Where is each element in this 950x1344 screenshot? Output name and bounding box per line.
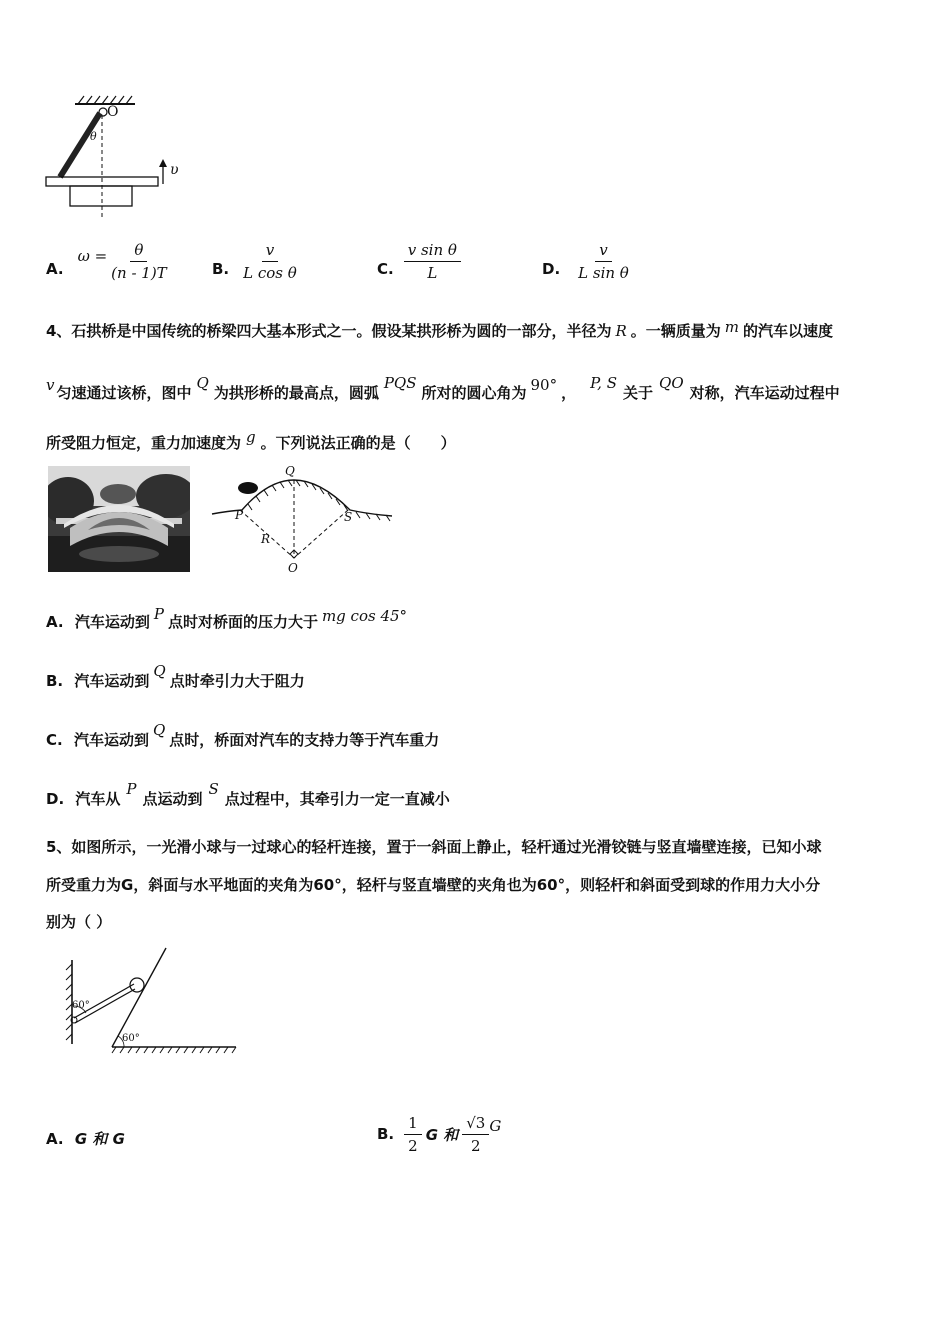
fraction-numerator: v	[595, 241, 611, 262]
q5-stem-line2: 所受重力为G，斜面与水平地面的夹角为60°，轻杆与竖直墙壁的夹角也为60°，则轻杆和斜面受到球的作用力大小分	[46, 876, 821, 894]
q5-angle-wall-label: 60°	[72, 1000, 90, 1011]
q4-option-d[interactable]: D. 汽车从P点运动到S点过程中，其牵引力一定一直减小	[46, 780, 450, 808]
q3-velocity-label: υ	[170, 162, 179, 178]
q3-option-d[interactable]	[542, 236, 633, 286]
q4-diagram-label-p: P	[235, 508, 244, 522]
q3-pivot-label: O	[107, 104, 119, 120]
q3-option-a[interactable]	[46, 236, 171, 286]
fraction-denominator: 2	[408, 1136, 418, 1155]
fraction-denominator: L sin θ	[578, 263, 629, 282]
fraction-numerator: v sin θ	[404, 241, 461, 262]
fraction-denominator: (n - 1)T	[111, 263, 167, 282]
q4-bridge-photo	[48, 466, 190, 572]
q5-stem-line1: 5、如图所示，一光滑小球与一过球心的轻杆连接，置于一斜面上静止，轻杆通过光滑铰链与竖直墙壁连接，已知小球	[46, 838, 822, 856]
q4-diagram-label-r: R	[261, 532, 271, 546]
q5-stem-line3: 别为（ ）	[46, 913, 112, 931]
option-letter: D.	[542, 260, 561, 278]
option-letter: B.	[46, 672, 64, 690]
q5-angle-ground-label: 60°	[122, 1033, 140, 1044]
q4-stem-line1: 4、石拱桥是中国传统的桥梁四大基本形式之一。假设某拱形桥为圆的一部分，半径为 R 。一辆质量为 m 的汽车以速度	[46, 318, 834, 340]
q3-option-c[interactable]	[377, 236, 461, 286]
q5-option-b-fraction-root3	[462, 1114, 489, 1155]
q3-option-a-lhs: ω =	[77, 247, 108, 265]
q5-option-a[interactable]: A. G 和 G	[46, 1130, 125, 1148]
q4-stem-line3: 所受阻力恒定，重力加速度为 g 。下列说法正确的是（ ）	[46, 428, 456, 452]
option-letter: A.	[46, 260, 64, 278]
q4-option-c[interactable]: C. 汽车运动到Q点时，桥面对汽车的支持力等于汽车重力	[46, 721, 440, 749]
option-letter: C.	[377, 260, 394, 278]
q4-diagram-label-o: O	[288, 561, 298, 575]
q4-option-b[interactable]: B. 汽车运动到Q点时牵引力大于阻力	[46, 662, 305, 690]
option-letter: B.	[377, 1125, 395, 1143]
q3-option-b-fraction	[239, 241, 301, 282]
fraction-numerator: 1	[404, 1114, 422, 1135]
q5-option-b-fraction-half	[404, 1114, 422, 1155]
q3-option-a-fraction	[107, 241, 171, 282]
option-letter: B.	[212, 260, 230, 278]
option-letter: D.	[46, 790, 65, 808]
fraction-numerator: √3	[462, 1114, 489, 1135]
q4-diagram-label-q: Q	[285, 464, 295, 478]
q3-option-b[interactable]	[212, 236, 301, 286]
q4-diagram-label-s: S	[344, 510, 353, 524]
option-letter: A.	[46, 1130, 64, 1148]
fraction-denominator: L cos θ	[243, 263, 297, 282]
fraction-numerator: v	[262, 241, 278, 262]
q4-stem-line2: v 匀速通过该桥，图中Q为拱形桥的最高点，圆弧PQS所对的圆心角为 90° ，P, S关于QO对称，汽车运动过程中	[46, 374, 840, 402]
option-letter: C.	[46, 731, 63, 749]
option-letter: A.	[46, 613, 64, 631]
q4-option-a[interactable]: A. 汽车运动到 P 点时对桥面的压力大于 mg cos 45°	[46, 605, 408, 631]
q3-option-d-fraction	[574, 241, 633, 282]
fraction-denominator: L	[427, 263, 438, 282]
q5-option-b[interactable]: B. $\frac{1}{2}$ G 和 $\frac{√3}{2}$ G	[377, 1113, 502, 1155]
q3-option-c-fraction	[404, 241, 461, 282]
q3-angle-label: θ	[90, 130, 97, 143]
fraction-numerator: θ	[130, 241, 147, 262]
fraction-denominator: 2	[471, 1136, 481, 1155]
